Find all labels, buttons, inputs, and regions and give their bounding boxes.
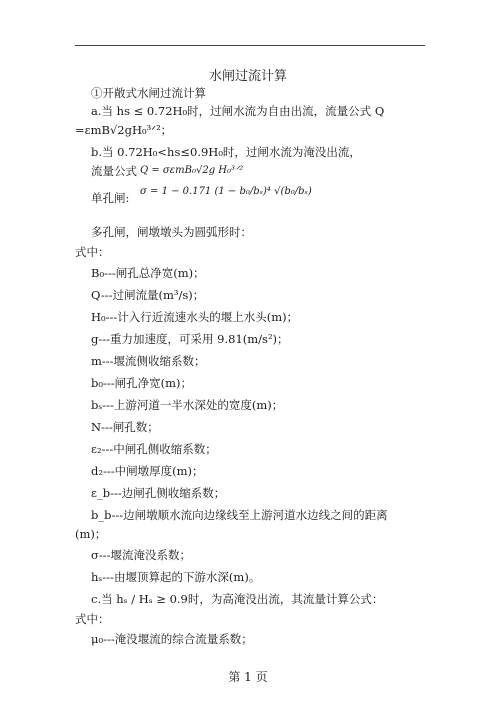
single-hole-label: 单孔闸: <box>91 191 130 205</box>
def-item: N---闸孔数； <box>91 420 159 434</box>
single-hole-formula-text: σ = 1 − 0.171 (1 − b₀/bₛ)⁴ √(b₀/bₛ) <box>140 186 312 197</box>
page-title: 水闸过流计算 <box>208 69 287 84</box>
def-item: ε_b---边闸孔侧收缩系数； <box>91 486 226 500</box>
case-a-line2: =εmB√2gH₀³ᐟ²； <box>75 123 173 137</box>
header-rule <box>75 45 425 46</box>
def-item: σ---堰流淹没系数； <box>91 548 192 562</box>
where-label-1: 式中： <box>75 245 110 259</box>
def-item: d₂---中闸墩厚度(m)； <box>91 464 204 478</box>
page-number: 第 1 页 <box>228 670 268 684</box>
case-b-line1: b.当 0.72H₀<hs≤0.9H₀时，过闸水流为淹没出流， <box>91 145 361 159</box>
def-item: b_b---边闸墩顺水流向边缘线至上游河道水边线之间的距离 <box>91 508 388 522</box>
def-item: Q---过闸流量(m³/s)； <box>91 288 205 302</box>
def-item: H₀---计入行近流速水头的堰上水头(m)； <box>91 310 299 324</box>
mu-definition: μ₀---淹没堰流的综合流量系数； <box>91 632 253 646</box>
submerged-flow-formula: Q = σεmB₀√2g H₀³ᐟ² <box>140 165 244 176</box>
def-item: B₀---闸孔总净宽(m)； <box>91 266 205 280</box>
where-label-2: 式中： <box>75 612 110 626</box>
formula-label: 流量公式 <box>91 164 137 178</box>
def-item: ε₂---中闸孔侧收缩系数； <box>91 442 217 456</box>
def-item: hₛ---由堰顶算起的下游水深(m)。 <box>91 570 261 584</box>
def-item: m---堰流侧收缩系数； <box>91 354 206 368</box>
def-item: g---重力加速度，可采用 9.81(m/s²)； <box>91 332 289 346</box>
case-a-line1: a.当 hs ≤ 0.72H₀时，过闸水流为自由出流，流量公式 Q <box>91 104 385 118</box>
def-item-continued: (m)； <box>75 527 107 541</box>
case-c-line: c.当 hₛ / Hₛ ≥ 0.9时，为高淹没出流，其流量计算公式： <box>91 592 384 606</box>
def-item: b₀---闸孔净宽(m)； <box>91 376 193 390</box>
section-heading: ①开敞式水闸过流计算 <box>91 86 206 100</box>
multi-hole-label: 多孔闸，闸墩墩头为圆弧形时： <box>91 225 252 239</box>
def-item: bₛ---上游河道一半水深处的宽度(m)； <box>91 398 284 412</box>
single-hole-formula <box>140 186 312 197</box>
